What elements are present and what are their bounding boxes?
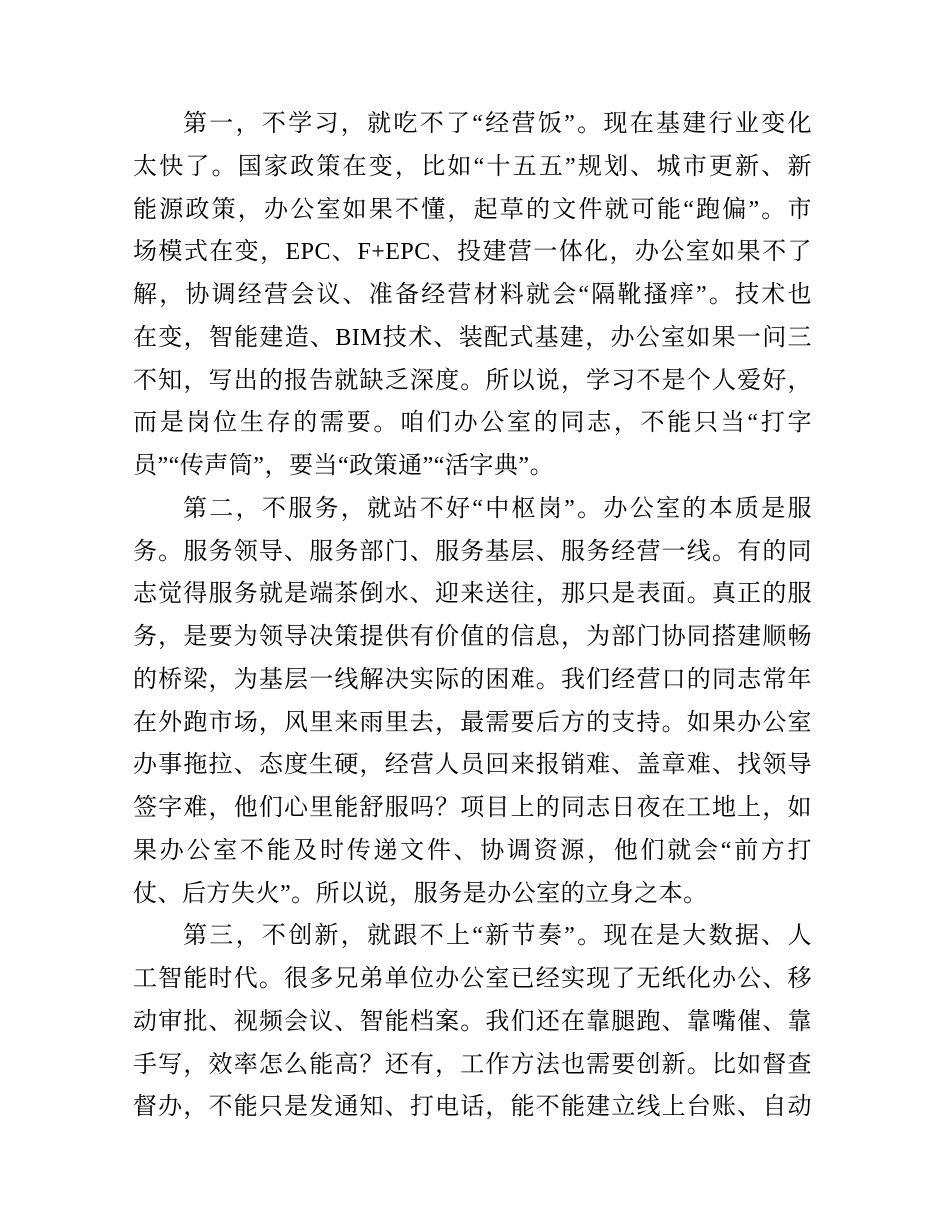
text-line: 而是岗位生存的需要。咱们办公室的同志，不能只当“打字 xyxy=(133,410,812,437)
text-line: 志觉得服务就是端茶倒水、迎来送往，那只是表面。真正的服 xyxy=(133,581,812,608)
text-line: 办事拖拉、态度生硬，经营人员回来报销难、盖章难、找领导 xyxy=(133,752,812,779)
text-line: 场模式在变，EPC、F+EPC、投建营一体化，办公室如果不了 xyxy=(133,239,812,266)
text-line: 解，协调经营会议、准备经营材料就会“隔靴搔痒”。技术也 xyxy=(133,282,812,308)
paragraph-3 xyxy=(133,915,812,1129)
text-line: 仗、后方失火”。所以说，服务是办公室的立身之本。 xyxy=(133,880,708,907)
text-line: 动审批、视频会议、智能档案。我们还在靠腿跑、靠嘴催、靠 xyxy=(133,1008,812,1035)
text-line: 太快了。国家政策在变，比如“十五五”规划、城市更新、新 xyxy=(133,153,812,180)
text-line: 督办，不能只是发通知、打电话，能不能建立线上台账、自动 xyxy=(133,1094,812,1121)
text-line: 工智能时代。很多兄弟单位办公室已经实现了无纸化办公、移 xyxy=(133,966,812,992)
paragraph-1 xyxy=(133,103,812,488)
text-line: 务，是要为领导决策提供有价值的信息，为部门协同搭建顺畅 xyxy=(133,624,812,650)
text-line: 果办公室不能及时传递文件、协调资源，他们就会“前方打 xyxy=(133,837,812,864)
text-line: 第一，不学习，就吃不了“经营饭”。现在基建行业变化 xyxy=(183,111,812,137)
text-line: 在外跑市场，风里来雨里去，最需要后方的支持。如果办公室 xyxy=(133,709,812,736)
text-line: 第三，不创新，就跟不上“新节奏”。现在是大数据、人 xyxy=(183,923,812,950)
paragraph-2 xyxy=(133,488,812,916)
text-line: 员”“传声筒”，要当“政策通”“活字典”。 xyxy=(133,453,555,479)
text-line: 的桥梁，为基层一线解决实际的困难。我们经营口的同志常年 xyxy=(133,666,812,693)
text-line: 在变，智能建造、BIM技术、装配式基建，办公室如果一问三 xyxy=(133,324,812,351)
document-body xyxy=(133,103,812,1129)
text-line: 务。服务领导、服务部门、服务基层、服务经营一线。有的同 xyxy=(133,538,812,565)
text-line: 手写，效率怎么能高？还有，工作方法也需要创新。比如督查 xyxy=(133,1051,812,1078)
text-line: 不知，写出的报告就缺乏深度。所以说，学习不是个人爱好， xyxy=(133,367,812,394)
text-line: 能源政策，办公室如果不懂，起草的文件就可能“跑偏”。市 xyxy=(133,196,812,223)
text-line: 第二，不服务，就站不好“中枢岗”。办公室的本质是服 xyxy=(183,495,812,522)
text-line: 签字难，他们心里能舒服吗？项目上的同志日夜在工地上，如 xyxy=(133,795,812,821)
